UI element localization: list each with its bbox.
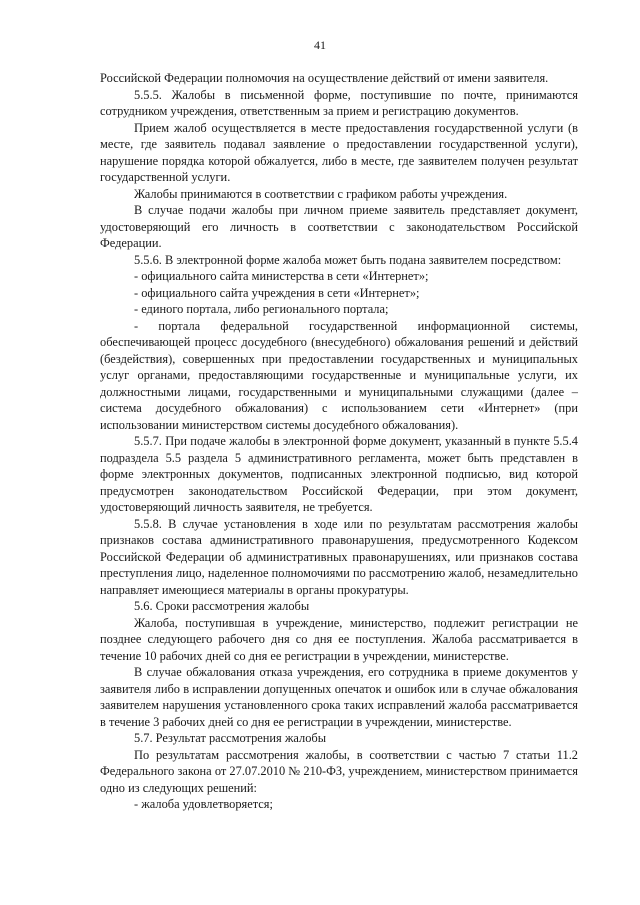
paragraph-5-5-7: 5.5.7. При подаче жалобы в электронной форме документ, указанный в пункте 5.5.4 подраздела 5.5 раздела 5 административного регламента, может быть представлен в форме электронных документов, подписанных электронной подписью, вид которой предусмотрен законодательством Российской Федерации, при этом документ, удостоверяющий личность заявителя, не требуется.: [100, 434, 578, 514]
paragraph-registration-terms: Жалоба, поступившая в учреждение, министерство, подлежит регистрации не позднее следующего рабочего дня со дня ее поступления. Жалоба рассматривается в течение 10 рабочих дней со дня ее регистрации в учреждении, министерстве.: [100, 615, 578, 663]
paragraph-results: По результатам рассмотрения жалобы, в соответствии с частью 7 статьи 11.2 Федерального закона от 27.07.2010 № 210-ФЗ, учреждением, министерством принимается одно из следующих решений:: [100, 747, 578, 795]
list-item-institution-site: - официального сайта учреждения в сети «Интернет»;: [134, 285, 420, 300]
list-item-federal-portal: - портала федеральной государственной информационной системы, обеспечивающей процесс досудебного (внесудебного) обжалования решений и действий (бездействия), совершенных при предоставлении государственных и муниципальных услуг органами, предоставляющими государственные и муниципальные услуги, их должностными лицами, государственными и муниципальными служащими (далее – система досудебного обжалования) с использованием сети «Интернет» (при использовании министерством системы досудебного обжалования).: [100, 318, 578, 432]
list-item-ministry-site: - официального сайта министерства в сети «Интернет»;: [134, 269, 429, 283]
section-heading-5-6: 5.6. Сроки рассмотрения жалобы: [134, 599, 310, 613]
paragraph-5-5-6: 5.5.6. В электронной форме жалоба может быть подана заявителем посредством:: [134, 252, 562, 267]
paragraph-complaint-place: Прием жалоб осуществляется в месте предоставления государственной услуги (в месте, где заявитель подавал заявление о предоставлении государственной услуги), нарушение порядка которой обжалуется, либо в месте, где заявителем получен результат государственной услуги.: [100, 120, 578, 184]
paragraph-refusal-appeal: В случае обжалования отказа учреждения, его сотрудника в приеме документов у заявителя либо в исправлении допущенных опечаток и ошибок или в случае обжалования заявителем нарушения установленного срока таких исправлений жалоба рассматривается в течение 3 рабочих дней со дня ее регистрации в учреждении, министерстве.: [100, 665, 578, 729]
paragraph-personal-reception: В случае подачи жалобы при личном приеме заявитель представляет документ, удостоверяющий его личность в соответствии с законодательством Российской Федерации.: [100, 203, 578, 250]
document-body: [100, 70, 578, 813]
paragraph-5-5-5: 5.5.5. Жалобы в письменной форме, поступившие по почте, принимаются сотрудником учреждения, ответственным за прием и регистрацию документов.: [100, 87, 578, 118]
paragraph-continuation: Российской Федерации полномочия на осуществление действий от имени заявителя.: [100, 71, 549, 85]
section-heading-5-7: 5.7. Результат рассмотрения жалобы: [134, 731, 327, 745]
list-item-complaint-satisfied: - жалоба удовлетворяется;: [134, 797, 273, 811]
paragraph-5-5-8: 5.5.8. В случае установления в ходе или по результатам рассмотрения жалобы признаков состава административного правонарушения, предусмотренного Кодексом Российской Федерации об административных правонарушениях, или признаков состава преступления лицо, наделенное полномочиями по рассмотрению жалоб, незамедлительно направляет имеющиеся материалы в органы прокуратуры.: [100, 516, 578, 597]
paragraph-complaint-schedule: Жалобы принимаются в соответствии с графиком работы учреждения.: [134, 186, 508, 201]
page-number: 41: [314, 38, 326, 52]
list-item-unified-portal: - единого портала, либо регионального портала;: [134, 302, 389, 316]
